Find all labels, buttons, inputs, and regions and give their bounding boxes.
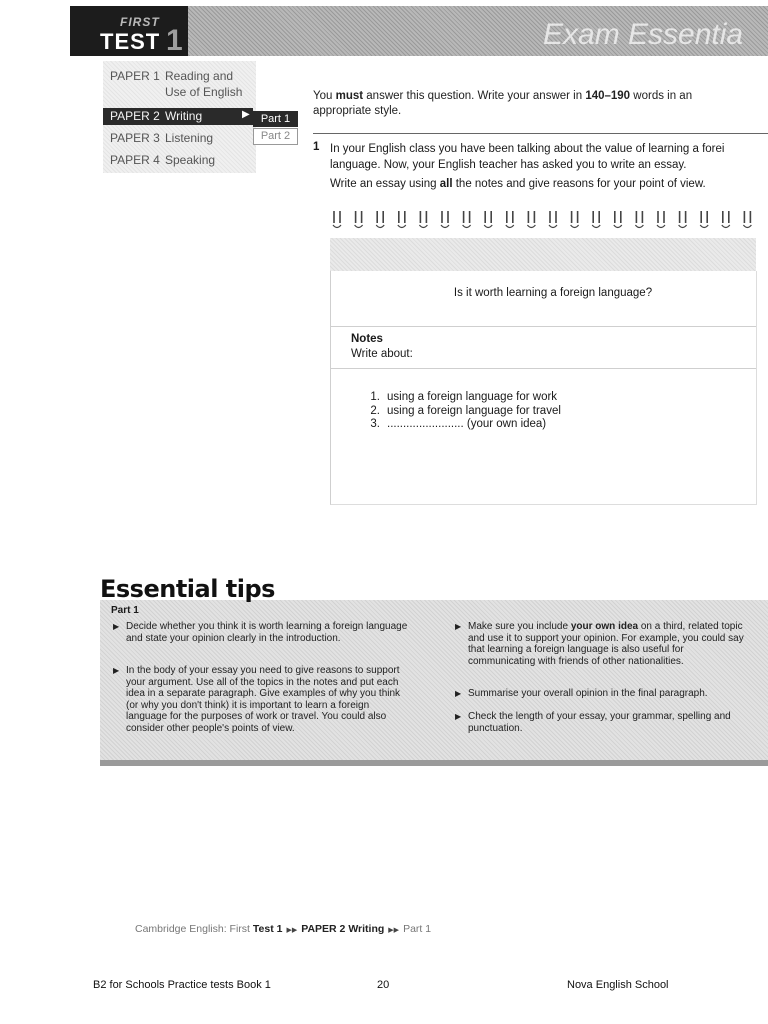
instruction-must: must (335, 90, 364, 102)
note-number: 3. (370, 418, 380, 430)
essential-tips-heading: Essential tips (100, 575, 275, 603)
note-item (364, 404, 561, 418)
instruction-word-range: 140–190 (585, 90, 631, 102)
tips-box-shadow (100, 760, 768, 766)
note-number: 1. (370, 391, 380, 403)
header-test-number: 1 (166, 24, 183, 57)
spiral-ring-icon (484, 211, 492, 228)
footer-school-name: Nova English School (567, 979, 669, 991)
tip-text: on a third, related topic and use it to support your opinion. For example, you could say that learning a foreign language is also useful for communicating with friends of other nationalities. (468, 621, 744, 667)
bullet-arrow-icon: ▶ (455, 689, 462, 698)
tab-part1[interactable]: Part 1 (253, 111, 298, 127)
tip-text: Decide whether you think it is worth learning a foreign language and state your opinion clearly in the introduction. (126, 621, 408, 644)
instruction-text-c: words in an appropriate style. (313, 90, 693, 117)
nav-paper3-number: PAPER 3 (110, 131, 160, 145)
nav-paper3-label: Listening (165, 131, 214, 145)
question-line-2: language. Now, your English teacher has asked you to write an essay. (330, 159, 687, 171)
tip-item (111, 621, 411, 644)
tip-item (111, 665, 411, 735)
spiral-ring-icon (355, 211, 363, 228)
header-test-label: TEST (100, 29, 161, 54)
header-first-label: FIRST (120, 15, 160, 29)
tip-text: Make sure you include (468, 621, 571, 632)
divider (313, 133, 768, 134)
tips-part-label: Part 1 (111, 605, 139, 616)
bullet-arrow-icon: ▶ (455, 712, 462, 721)
spiral-ring-icon (441, 211, 449, 228)
question-instruction (330, 178, 706, 190)
nav-paper4-label: Speaking (165, 153, 216, 167)
spiral-ring-icon (635, 211, 643, 228)
notes-heading: Notes (351, 333, 383, 345)
bullet-arrow-icon: ▶ (113, 622, 120, 631)
spiral-ring-icon (527, 211, 535, 228)
note-text: ........................ (your own idea) (387, 418, 547, 430)
note-text: using a foreign language for work (387, 391, 558, 403)
tip-item (453, 711, 753, 734)
spiral-ring-icon (722, 211, 730, 228)
bullet-arrow-icon: ▶ (113, 666, 120, 675)
breadcrumb-writing: Writing (348, 923, 385, 935)
tip-item (453, 688, 753, 700)
spiral-ring-icon (700, 211, 708, 228)
bullet-arrow-icon: ▶ (455, 622, 462, 631)
spiral-ring-icon (463, 211, 471, 228)
breadcrumb (135, 923, 431, 935)
breadcrumb-prefix: Cambridge English: First (135, 923, 253, 935)
nav-paper1-label-line2: Use of English (165, 85, 243, 99)
instruction-text-a: You (313, 90, 336, 102)
nav-paper1-number: PAPER 1 (110, 69, 160, 83)
tip-text-bold: your own idea (570, 621, 639, 632)
note-item (364, 417, 546, 431)
question-number: 1 (313, 141, 320, 153)
nav-paper2-number: PAPER 2 (110, 109, 160, 123)
nav-arrow-right-icon: ▶ (242, 109, 250, 120)
spiral-ring-icon (506, 211, 514, 228)
tip-text: In the body of your essay you need to give reasons to support your argument. Use all of the topics in the notes and put each idea in a separate paragraph. Give examples of why you think (or why you don't think) it is important to learn a foreign language for the purposes of work or travel. You could also consider other people's points of view. (126, 665, 401, 734)
nav-item-paper4[interactable] (110, 153, 215, 168)
breadcrumb-part: Part 1 (403, 923, 432, 935)
notepad-header (330, 238, 756, 271)
nav-item-paper2-active[interactable] (103, 108, 253, 125)
notepad-spiral-binding (330, 208, 758, 232)
note-item (364, 390, 557, 404)
header-brand-title: Exam Essentia (543, 18, 744, 51)
spiral-ring-icon (592, 211, 600, 228)
spiral-ring-icon (376, 211, 384, 228)
question-instruction-a: Write an essay using (330, 178, 440, 190)
nav-item-paper3[interactable] (110, 131, 213, 146)
nav-paper1-label: Reading and (165, 69, 234, 83)
spiral-ring-icon (571, 211, 579, 228)
spiral-ring-icon (419, 211, 427, 228)
spiral-ring-icon (549, 211, 557, 228)
breadcrumb-paper: PAPER 2 (301, 923, 346, 935)
breadcrumb-test: Test 1 (252, 923, 283, 935)
tab-part2[interactable]: Part 2 (253, 128, 298, 145)
spiral-ring-icon (398, 211, 406, 228)
tip-text: Summarise your overall opinion in the final paragraph. (468, 688, 708, 699)
breadcrumb-arrows-icon: ▶▶ (286, 927, 298, 934)
spiral-ring-icon (333, 211, 341, 228)
instruction-text-b: answer this question. Write your answer in (363, 90, 586, 102)
nav-item-paper1[interactable] (110, 69, 233, 84)
question-line-1: In your English class you have been talking about the value of learning a forei (330, 143, 725, 155)
spiral-ring-icon (657, 211, 665, 228)
notes-write-about: Write about: (351, 348, 413, 360)
question-text (330, 141, 768, 173)
essay-question-title: Is it worth learning a foreign language? (453, 287, 653, 299)
spiral-ring-icon (614, 211, 622, 228)
footer-book-title: B2 for Schools Practice tests Book 1 (93, 979, 271, 991)
spiral-ring-icon (743, 211, 751, 228)
tip-item (453, 621, 753, 667)
note-number: 2. (370, 405, 380, 417)
spiral-ring-icon (679, 211, 687, 228)
essay-notepad (330, 271, 757, 505)
task-instruction (313, 89, 753, 119)
note-text: using a foreign language for travel (387, 405, 561, 417)
footer-page-number: 20 (377, 979, 390, 991)
nav-paper2-label: Writing (165, 109, 203, 123)
breadcrumb-arrows-icon: ▶▶ (388, 927, 400, 934)
tip-text: Check the length of your essay, your grammar, spelling and punctuation. (468, 711, 731, 734)
notepad-rule (331, 326, 756, 327)
notepad-rule (331, 368, 756, 369)
question-instruction-b: the notes and give reasons for your point of view. (452, 178, 706, 190)
question-instruction-all: all (439, 178, 453, 190)
nav-paper4-number: PAPER 4 (110, 153, 160, 167)
